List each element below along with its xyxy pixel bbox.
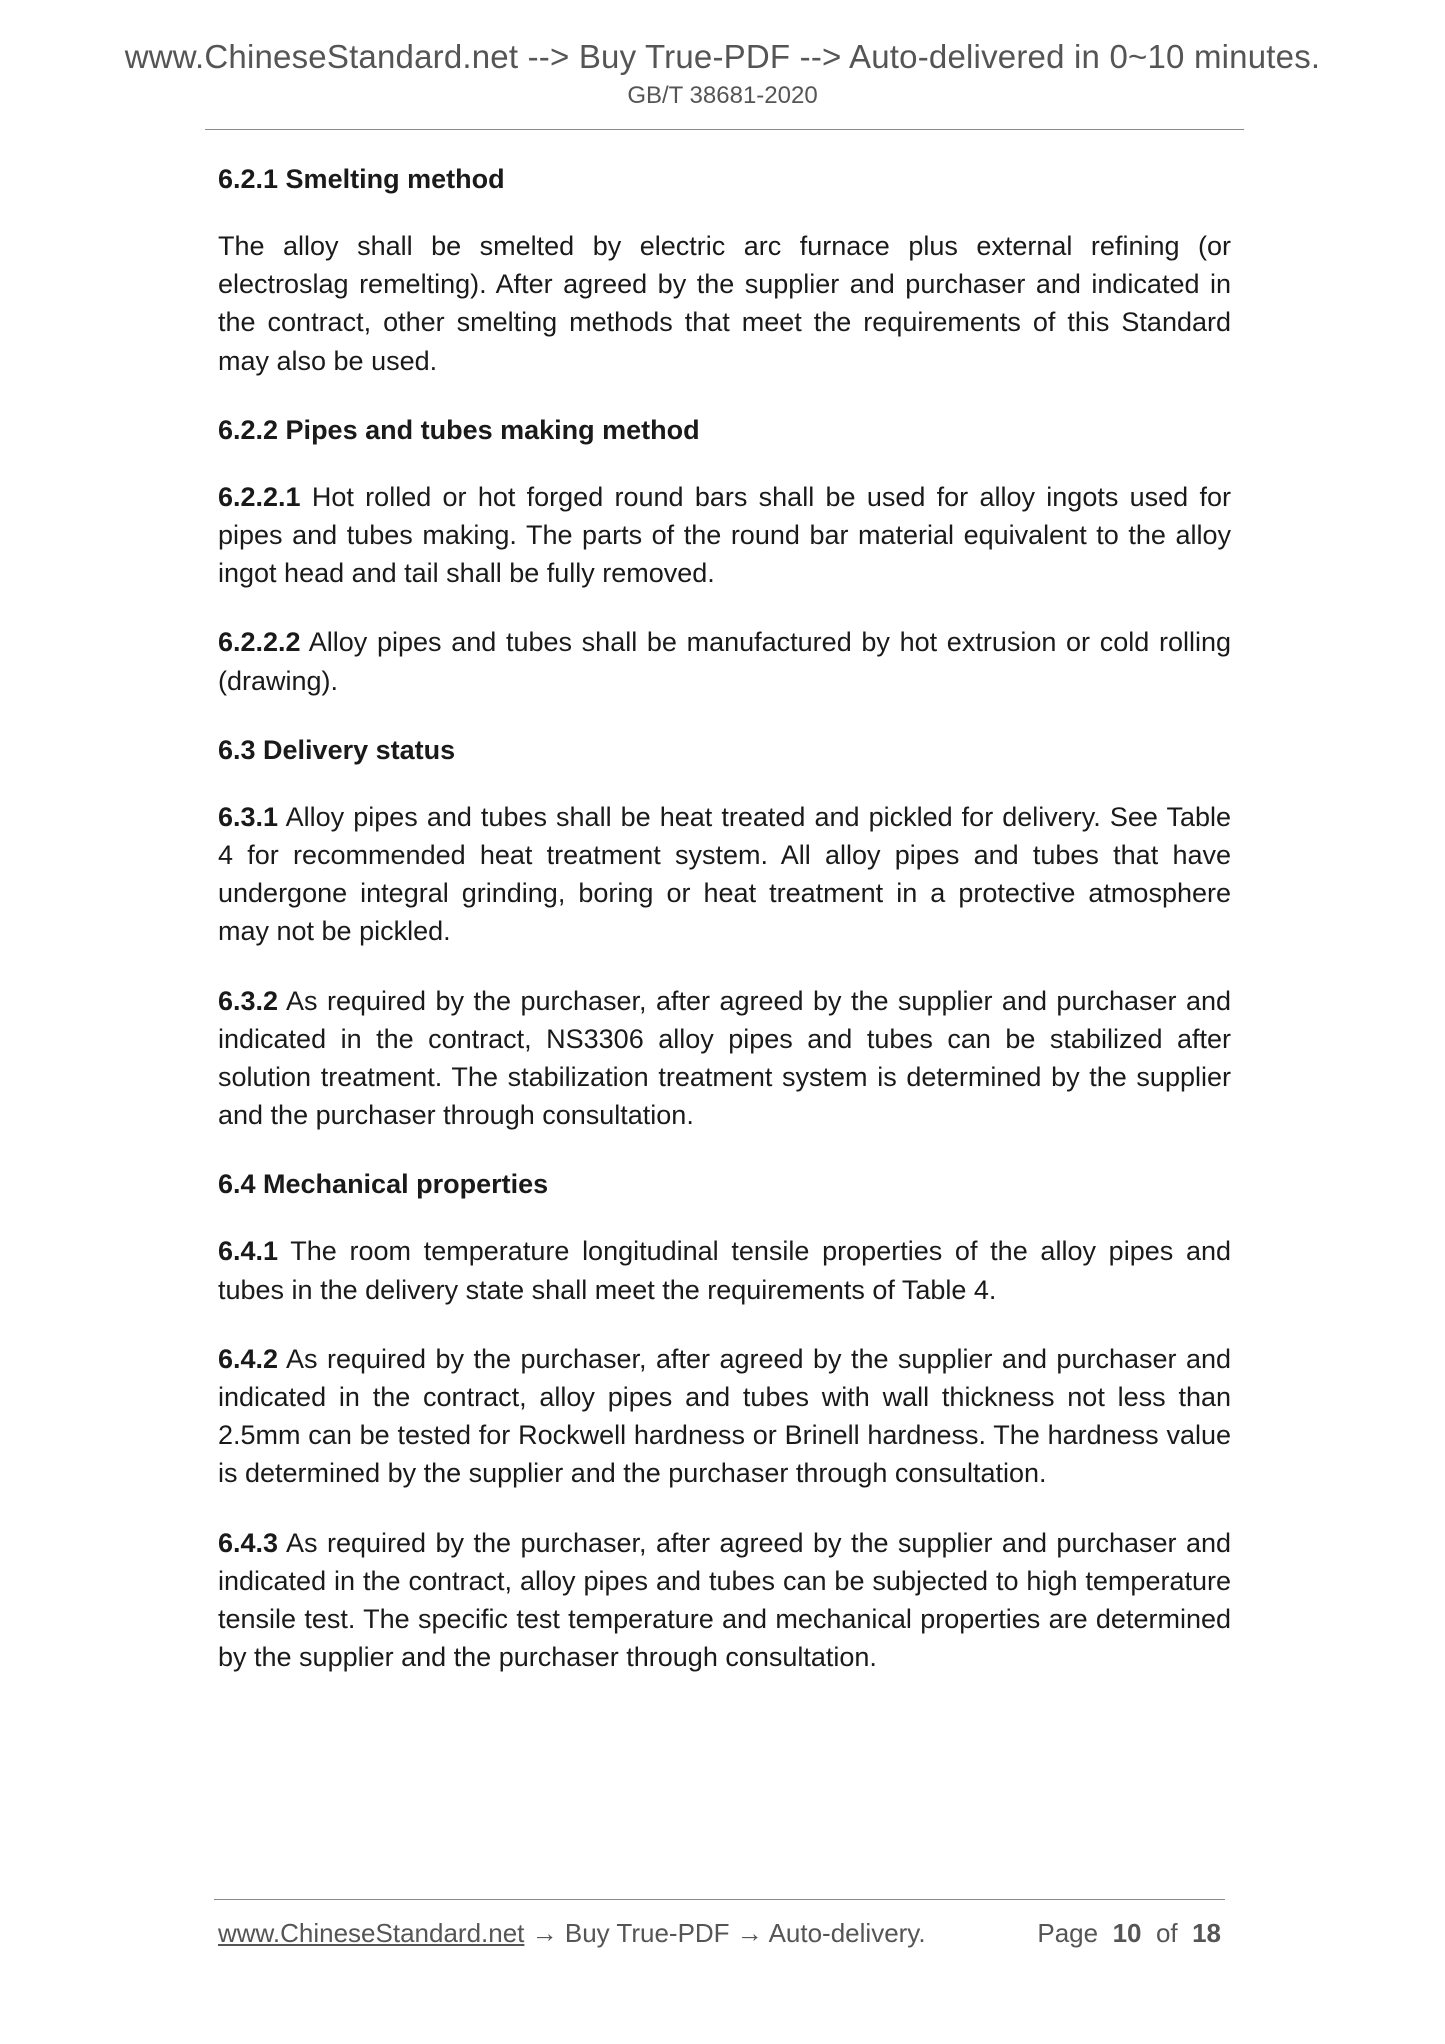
clause-text: Hot rolled or hot forged round bars shall be used for alloy ingots used for pipes and tubes making. The parts of the round bar material equivalent to the alloy ingot head and tail shall be fully removed. [218,481,1231,589]
paragraph-6-4-2 [218,1340,1231,1493]
clause-number: 6.2.2.1 [218,481,301,512]
paragraph-6-2-1: The alloy shall be smelted by electric arc furnace plus external refining (or electroslag remelting). After agreed by the supplier and purchaser and indicated in the contract, other smelting methods that meet the requirements of this Standard may also be used. [218,231,1231,376]
clause-number: 6.4.1 [218,1236,279,1267]
page-indicator [1037,1918,1221,1949]
clause-text: As required by the purchaser, after agreed by the supplier and purchaser and indicated in the contract, alloy pipes and tubes can be subjected to high temperature tensile test. The specific test temperature and mechanical properties are determined by the supplier and the purchaser through consultation. [218,1527,1231,1673]
footer-promo-text: → Buy True-PDF → Auto-delivery. [524,1918,926,1948]
heading-6-3: 6.3 Delivery status [218,734,456,765]
clause-number: 6.2.2.2 [218,627,301,658]
header-banner: www.ChineseStandard.net --> Buy True-PDF --> Auto-delivered in 0~10 minutes. [124,38,1321,75]
clause-text: As required by the purchaser, after agreed by the supplier and purchaser and indicated in the contract, NS3306 alloy pipes and tubes can be stabilized after solution treatment. The stabilization treatment system is determined by the supplier and the purchaser through consultation. [218,985,1231,1131]
clause-text: Alloy pipes and tubes shall be heat treated and pickled for delivery. See Table 4 for recommended heat treatment system. All alloy pipes and tubes that have undergone integral grinding, boring or heat treatment in a protective atmosphere may not be pickled. [218,801,1231,947]
footer-link[interactable]: www.ChineseStandard.net [218,1918,525,1948]
clause-text: The room temperature longitudinal tensile properties of the alloy pipes and tubes in the delivery state shall meet the requirements of Table 4. [218,1236,1231,1305]
header-divider [205,129,1244,130]
paragraph-6-2-2-1 [218,478,1231,593]
clause-text: Alloy pipes and tubes shall be manufactured by hot extrusion or cold rolling (drawing). [218,627,1231,696]
footer-divider [214,1899,1225,1900]
clause-number: 6.3.2 [218,985,279,1016]
clause-number: 6.3.1 [218,801,279,832]
paragraph-6-3-1 [218,798,1231,951]
page-total: 18 [1192,1918,1221,1948]
clause-number: 6.4.2 [218,1343,279,1374]
page-current: 10 [1112,1918,1142,1948]
clause-text: As required by the purchaser, after agreed by the supplier and purchaser and indicated in the contract, alloy pipes and tubes with wall thickness not less than 2.5mm can be tested for Rockwell hardness or Brinell hardness. The hardness value is determined by the supplier and the purchaser through consultation. [218,1343,1231,1489]
paragraph-6-4-1 [218,1232,1231,1308]
heading-6-2-2: 6.2.2 Pipes and tubes making method [218,414,700,445]
page-of: of [1155,1918,1178,1948]
clause-number: 6.4.3 [218,1527,279,1558]
heading-6-4: 6.4 Mechanical properties [218,1169,549,1200]
paragraph-6-2-2-2 [218,623,1231,699]
footer-promo [218,1918,926,1949]
page-label: Page [1037,1918,1099,1948]
document-body [218,160,1231,1676]
paragraph-6-4-3 [218,1524,1231,1677]
standard-number: GB/T 38681-2020 [627,82,818,109]
paragraph-6-3-2 [218,982,1231,1135]
heading-6-2-1: 6.2.1 Smelting method [218,164,505,194]
